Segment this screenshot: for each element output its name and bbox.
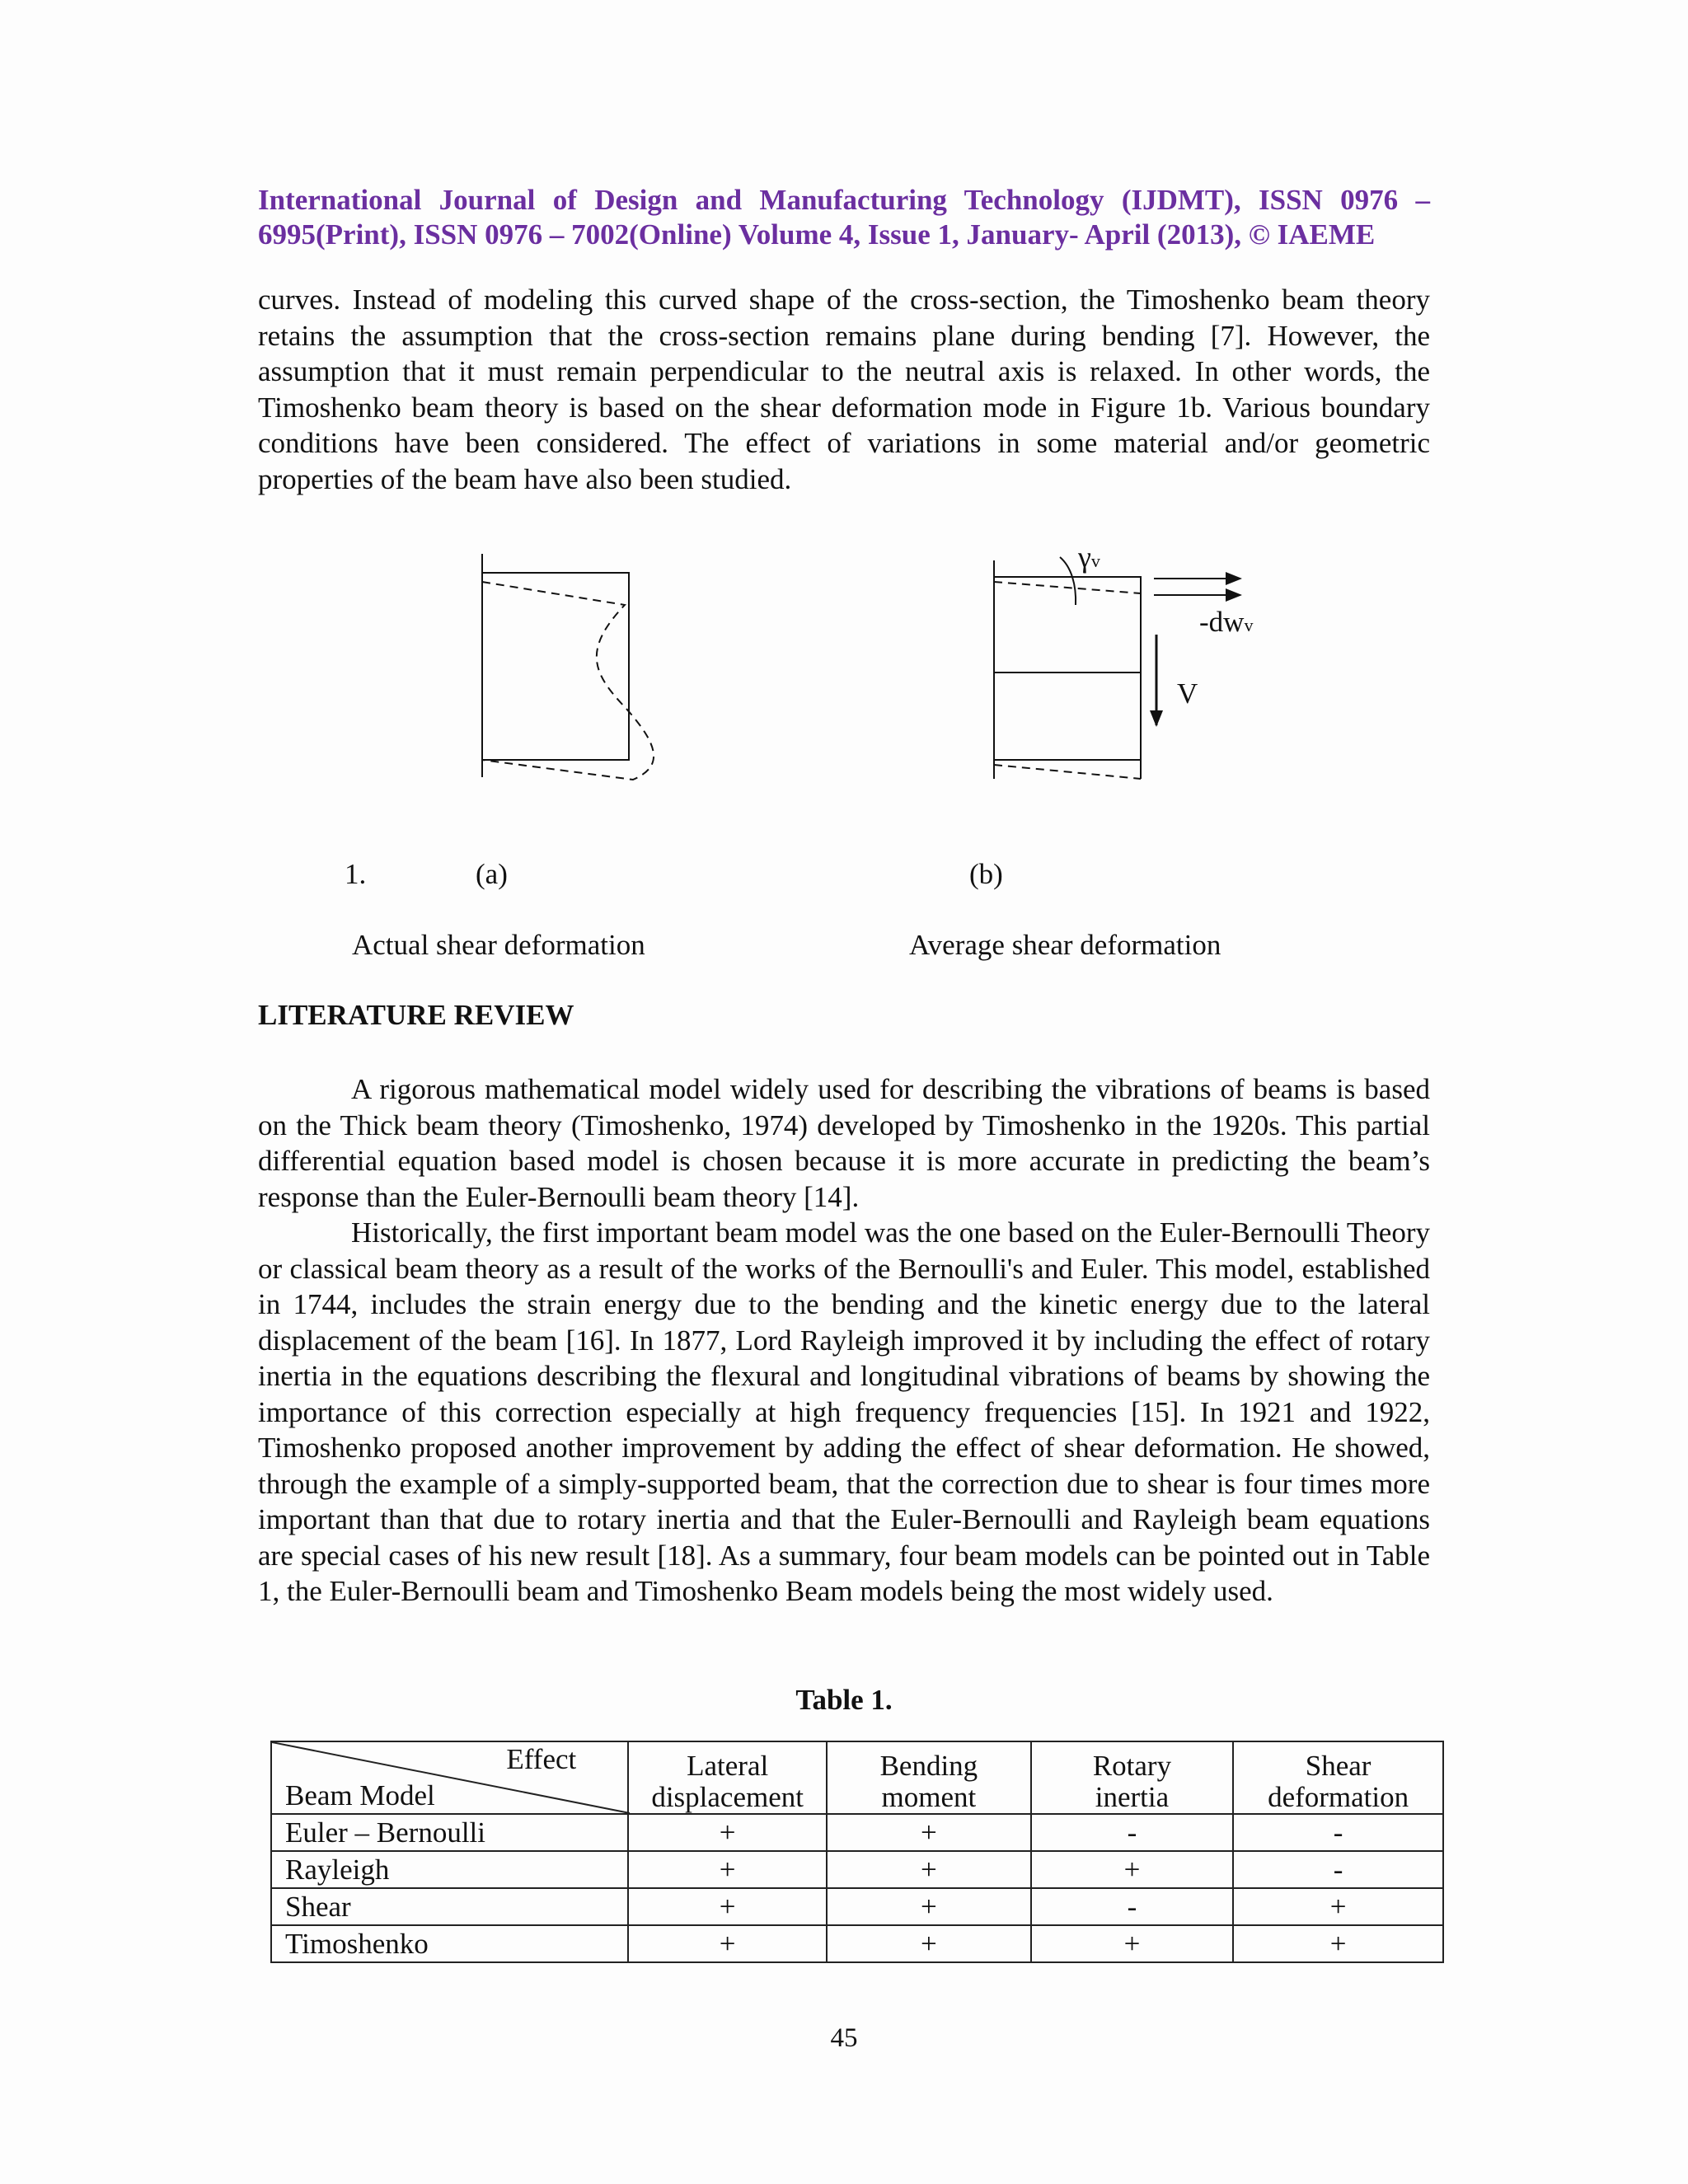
table-header-row	[271, 1741, 1443, 1814]
table-cell: +	[1233, 1925, 1443, 1962]
table-corner-effect: Effect	[506, 1743, 577, 1775]
figure-label-a: (a)	[476, 858, 508, 890]
figure-1-diagram	[0, 0, 1688, 824]
table-caption: Table 1.	[795, 1684, 893, 1716]
table-cell: +	[628, 1925, 827, 1962]
table-cell: +	[827, 1925, 1031, 1962]
table-row	[271, 1851, 1443, 1888]
intro-paragraph: curves. Instead of modeling this curved shape of the cross-section, the Timoshenko beam theory retains the assumption that the cross-section remains plane during bending [7]. However, the assumption that it must remain perpendicular to the neutral axis is relaxed. In other words, the Timoshenko beam theory is based on the shear deformation mode in Figure 1b. Various boundary conditions have been considered. The effect of variations in some material and/or geometric properties of the beam have also been studied.	[258, 284, 1430, 495]
table-column-header: Bending moment	[827, 1741, 1031, 1814]
figure-1a-beam-element	[482, 554, 654, 780]
shear-force-label: V	[1177, 677, 1198, 710]
table-cell: +	[1031, 1925, 1234, 1962]
table-cell: +	[827, 1851, 1031, 1888]
figure-1b-rotated-bottom	[994, 765, 1141, 779]
gamma-angle-arc	[1060, 557, 1076, 605]
table-row	[271, 1814, 1443, 1851]
figure-label-b: (b)	[969, 858, 1003, 890]
table-row-model: Euler – Bernoulli	[271, 1814, 628, 1851]
table-cell: -	[1031, 1814, 1234, 1851]
table-column-header: Shear deformation	[1233, 1741, 1443, 1814]
figure-1a-warped-section	[482, 582, 654, 780]
table-corner-beam-model: Beam Model	[285, 1779, 435, 1811]
figure-caption-b: Average shear deformation	[909, 929, 1221, 961]
table-cell: +	[827, 1888, 1031, 1925]
table-cell: +	[827, 1814, 1031, 1851]
table-cell: -	[1031, 1888, 1234, 1925]
figure-caption-a: Actual shear deformation	[352, 929, 645, 961]
table-corner-cell	[271, 1741, 628, 1814]
table-row-model: Timoshenko	[271, 1925, 628, 1962]
table-row	[271, 1888, 1443, 1925]
figure-1b-rotated-top	[994, 582, 1141, 593]
section-heading: LITERATURE REVIEW	[258, 999, 574, 1031]
beam-models-table	[270, 1741, 1444, 1963]
table-cell: +	[1233, 1888, 1443, 1925]
table-cell: -	[1233, 1851, 1443, 1888]
figure-1b-beam-element	[994, 557, 1240, 779]
literature-paragraph-1: A rigorous mathematical model widely used for describing the vibrations of beams is based on the Thick beam theory (Timoshenko, 1974) developed by Timoshenko in the 1920s. This partial differential equation based model is chosen because it is more accurate in predicting the beam’s response than the Euler-Bernoulli beam theory [14].	[258, 1073, 1430, 1213]
table-column-header: Rotary inertia	[1031, 1741, 1234, 1814]
table-column-header: Lateral displacement	[628, 1741, 827, 1814]
journal-header-line-2: 6995(Print), ISSN 0976 – 7002(Online) Volume 4, Issue 1, January- April (2013), © IAEME	[258, 218, 1376, 251]
literature-paragraph-2: Historically, the first important beam model was the one based on the Euler-Bernoulli Theory or classical beam theory as a result of the works of the Bernoulli's and Euler. This model, established in 1744, includes the strain energy due to the bending and the kinetic energy due to the lateral displacement of the beam [16]. In 1877, Lord Rayleigh improved it by including the effect of rotary inertia in the equations describing the flexural and longitudinal vibrations of beams by showing the importance of this correction especially at high frequency frequencies [15]. In 1921 and 1922, Timoshenko proposed another improvement by adding the effect of shear deformation. He showed, through the example of a simply-supported beam, that the correction due to shear is four times more important than that due to rotary inertia and that the Euler-Bernoulli and Rayleigh beam equations are special cases of his new result [18]. As a summary, four beam models can be pointed out in Table 1, the Euler-Bernoulli beam and Timoshenko Beam models being the most widely used.	[258, 1216, 1430, 1607]
table-cell: +	[628, 1851, 827, 1888]
dw-label: -dwv	[1199, 606, 1254, 638]
table-row	[271, 1925, 1443, 1962]
table-cell: -	[1233, 1814, 1443, 1851]
table-row-model: Shear	[271, 1888, 628, 1925]
gamma-label: γv	[1078, 541, 1100, 574]
figure-number: 1.	[345, 858, 367, 890]
table-cell: +	[1031, 1851, 1234, 1888]
page-number: 45	[830, 2023, 858, 2053]
table-cell: +	[628, 1814, 827, 1851]
table-cell: +	[628, 1888, 827, 1925]
journal-header-line-1: International Journal of Design and Manufacturing Technology (IJDMT), ISSN 0976 –	[258, 184, 1430, 216]
table-row-model: Rayleigh	[271, 1851, 628, 1888]
